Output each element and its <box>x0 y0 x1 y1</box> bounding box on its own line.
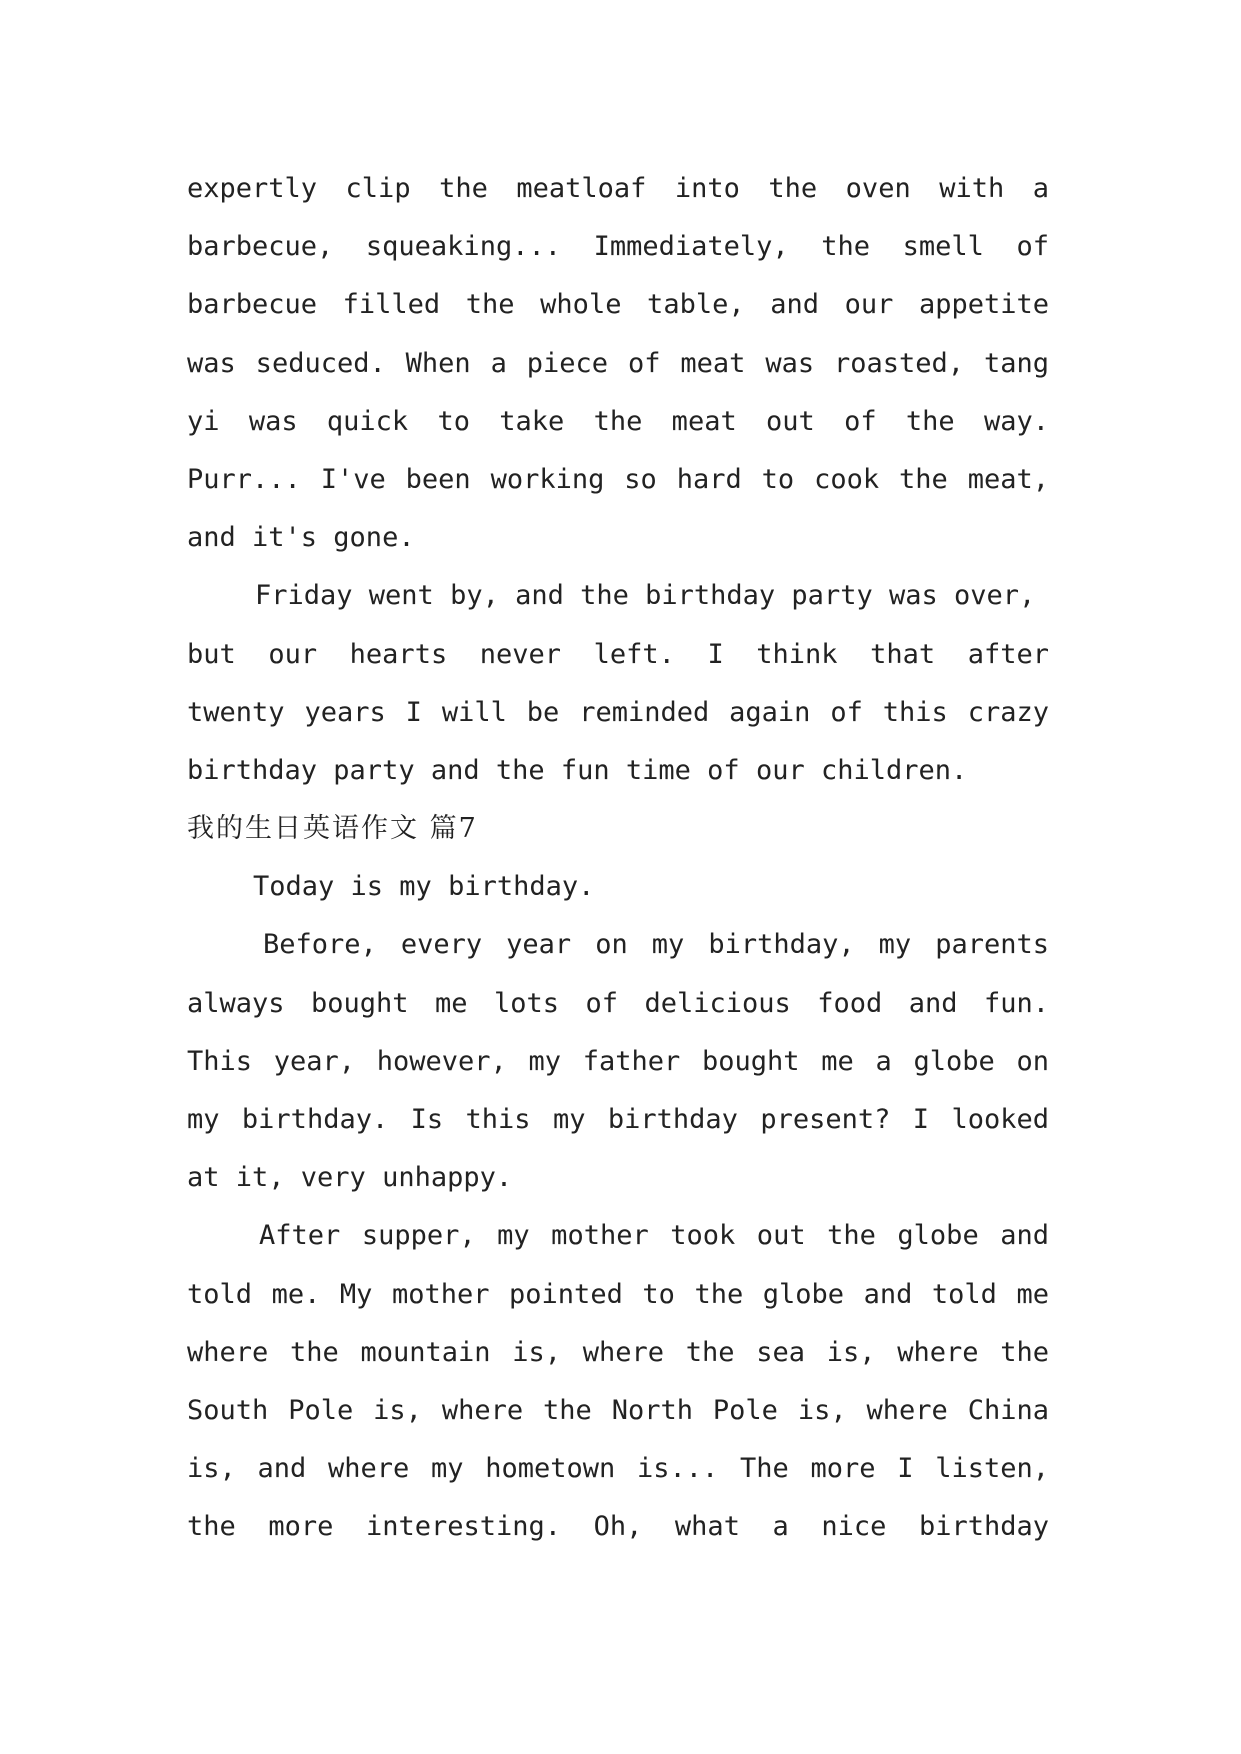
paragraph-first-line: Friday went by, and the birthday party was over, <box>255 580 1036 612</box>
text-line: South Pole is, where the North Pole is, where China <box>187 1394 1049 1426</box>
text-line: This year, however, my father bought me a globe on <box>187 1045 1049 1077</box>
text-line: Purr... I've been working so hard to cook the meat, <box>187 463 1049 495</box>
text-line: told me. My mother pointed to the globe and told me <box>187 1278 1049 1310</box>
text-line: barbecue, squeaking... Immediately, the smell of <box>187 231 1049 263</box>
text-line: always bought me lots of delicious food and fun. <box>187 987 1049 1019</box>
text-line: was seduced. When a piece of meat was roasted, tang <box>187 347 1049 379</box>
paragraph-first-line: Before, every year on my birthday, my parents <box>263 929 1049 961</box>
text-line: the more interesting. Oh, what a nice birthday <box>187 1511 1049 1543</box>
text-line: expertly clip the meatloaf into the oven with a <box>187 173 1049 204</box>
text-line: but our hearts never left. I think that after <box>187 638 1049 670</box>
section-heading: 我的生日英语作文 篇7 <box>187 813 478 845</box>
text-line: my birthday. Is this my birthday present? I looked <box>187 1104 1049 1135</box>
text-line: and it's gone. <box>187 522 415 554</box>
text-line: barbecue filled the whole table, and our appetite <box>187 289 1049 321</box>
text-line: at it, very unhappy. <box>187 1162 513 1194</box>
text-line: birthday party and the fun time of our children. <box>187 754 968 786</box>
paragraph-first-line: Today is my birthday. <box>253 871 595 903</box>
text-line: where the mountain is, where the sea is, where the <box>187 1336 1049 1368</box>
text-line: is, and where my hometown is... The more I listen, <box>187 1453 1049 1485</box>
paragraph-first-line: After supper, my mother took out the globe and <box>259 1220 1049 1252</box>
document-body <box>187 160 1055 1557</box>
text-line: yi was quick to take the meat out of the way. <box>187 405 1049 437</box>
text-line: twenty years I will be reminded again of this crazy <box>187 696 1049 728</box>
